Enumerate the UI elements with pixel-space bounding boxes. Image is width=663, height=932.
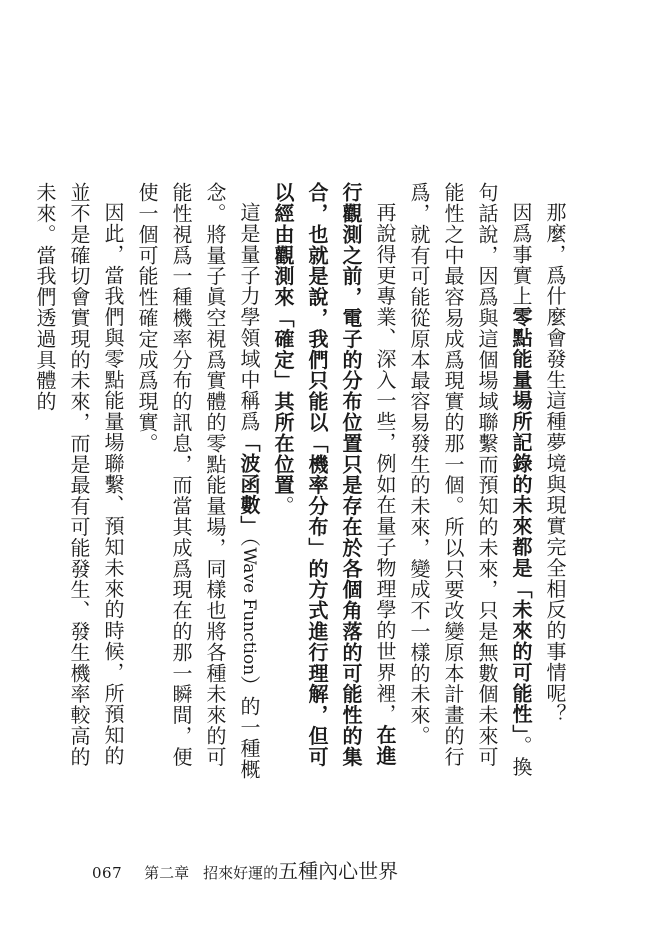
chapter-title-prefix: 招來好運的	[203, 864, 279, 882]
body-text-segment: 這是量子力學領域中稱爲	[237, 202, 261, 432]
body-text-segment: （	[237, 536, 261, 548]
emphasis-text: 在進行觀測之前，電子的分布位置只是存在於各個角落的可能性的集合，也就是說，我們只能以「機率分布」的方式進行理解，但可以經由觀測來「確定」其所在位置	[271, 182, 397, 768]
body-text-segment: 再說得更專業、深入一些，例如在量子物理學的世界裡，	[373, 202, 397, 725]
paragraph	[402, 182, 538, 782]
body-text-segment: 。換句話說，因爲與這個場域聯繫而預知的未來，只是無數個未來可能性之中最容易成爲現實的那一個。所以只要改變原本計畫的行爲，就有可能從原本最容易發生的未來，變成不一樣的未來。	[407, 182, 533, 778]
emphasis-text: 零點能量場所記錄的未來都是「未來的可能性」	[509, 306, 533, 736]
chapter-label: 第二章	[144, 864, 190, 882]
body-text-segment: Wave Function	[239, 547, 259, 676]
paragraph	[28, 182, 130, 782]
body-text-segment: 那麼，爲什麼會發生這種夢境與現實完全相反的事情呢？	[543, 202, 567, 725]
paragraph	[130, 182, 266, 782]
body-text-segment: ）的一種概念。將量子眞空視爲實體的零點能量場，同樣也將各種未來的可能性視爲一種機率分布的訊息，而當其成爲現在的那一瞬間，便使一個可能性確定成爲現實。	[135, 182, 261, 780]
body-text-segment: 因此，當我們與零點能量場聯繫、預知未來的時候，所預知的並不是確切會實現的未來，而是最有可能發生、發生機率較高的未來。當我們透過具體的	[33, 182, 125, 768]
emphasis-text: 「波函數」	[237, 431, 261, 537]
body-text	[33, 182, 572, 782]
paragraph	[538, 182, 572, 782]
body-text-segment: 因爲事實上	[509, 202, 533, 307]
body-text-segment: 。	[271, 495, 295, 517]
page-number: 067	[92, 864, 123, 882]
chapter-title: 五種內心世界	[278, 859, 399, 883]
page-footer	[92, 855, 572, 883]
paragraph	[266, 182, 402, 782]
